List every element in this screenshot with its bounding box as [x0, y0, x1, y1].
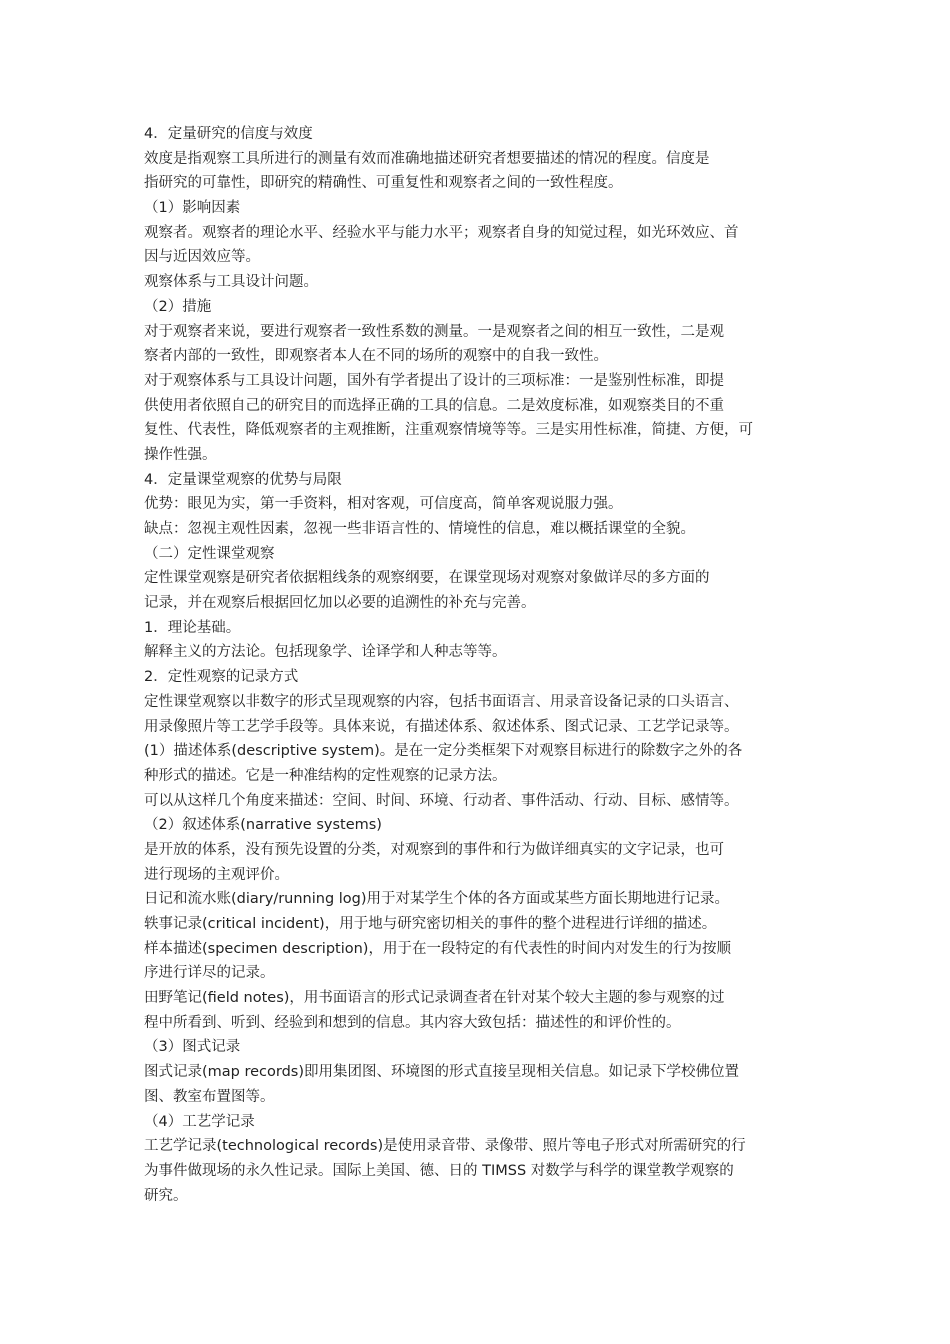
- text-line: 优势：眼见为实，第一手资料，相对客观，可信度高，简单客观说服力强。: [144, 496, 623, 513]
- text-line: 图、教室布置图等。: [144, 1088, 275, 1105]
- text-line: 图式记录(map records)即用集团图、环境图的形式直接呈现相关信息。如记录下学校佛位置: [144, 1064, 740, 1081]
- document-body: [144, 122, 824, 1208]
- text-line: 研究。: [144, 1187, 188, 1204]
- text-line: 进行现场的主观评价。: [144, 866, 289, 883]
- text-line: （1）影响因素: [144, 200, 241, 217]
- text-line: 指研究的可靠性，即研究的精确性、可重复性和观察者之间的一致性程度。: [144, 175, 623, 192]
- text-line: 田野笔记(field notes)，用书面语言的形式记录调查者在针对某个较大主题的参与观察的过: [144, 990, 725, 1007]
- text-line: 解释主义的方法论。包括现象学、诠译学和人种志等等。: [144, 644, 507, 661]
- text-line: （4）工艺学记录: [144, 1113, 255, 1130]
- text-line: 定性课堂观察是研究者依据粗线条的观察纲要，在课堂现场对观察对象做详尽的多方面的: [144, 570, 710, 587]
- text-line: （2）措施: [144, 298, 212, 315]
- text-line: 复性、代表性，降低观察者的主观推断，注重观察情境等等。三是实用性标准，简捷、方便，可: [144, 422, 753, 439]
- text-line: 2．定性观察的记录方式: [144, 669, 299, 686]
- text-line: 4．定量课堂观察的优势与局限: [144, 471, 342, 488]
- text-line: 为事件做现场的永久性记录。国际上美国、德、日的 TIMSS 对数学与科学的课堂教学观察的: [144, 1162, 734, 1179]
- text-line: 样本描述(specimen description)，用于在一段特定的有代表性的时间内对发生的行为按顺: [144, 940, 731, 957]
- text-line: 程中所看到、听到、经验到和想到的信息。其内容大致包括：描述性的和评价性的。: [144, 1014, 681, 1031]
- text-line: 供使用者依照自己的研究目的而选择正确的工具的信息。二是效度标准，如观察类目的不重: [144, 397, 724, 414]
- text-line: 因与近因效应等。: [144, 249, 260, 266]
- text-line: 是开放的体系，没有预先设置的分类，对观察到的事件和行为做详细真实的文字记录，也可: [144, 841, 724, 858]
- text-line: 用录像照片等工艺学手段等。具体来说，有描述体系、叙述体系、图式记录、工艺学记录等。: [144, 718, 739, 735]
- text-line: 1．理论基础。: [144, 619, 241, 636]
- text-line: 操作性强。: [144, 446, 217, 463]
- text-line: 种形式的描述。它是一种准结构的定性观察的记录方法。: [144, 767, 507, 784]
- text-line: 轶事记录(critical incident)，用于地与研究密切相关的事件的整个进程进行详细的描述。: [144, 916, 717, 932]
- text-line: 4．定量研究的信度与效度: [144, 126, 313, 142]
- text-line: 效度是指观察工具所进行的测量有效而准确地描述研究者想要描述的情况的程度。信度是: [144, 150, 710, 167]
- text-line: 察者内部的一致性，即观察者本人在不同的场所的观察中的自我一致性。: [144, 348, 608, 365]
- text-line: 日记和流水账(diary/running log)用于对某学生个体的各方面或某些方面长期地进行记录。: [144, 891, 730, 908]
- text-line: 对于观察者来说，要进行观察者一致性系数的测量。一是观察者之间的相互一致性，二是观: [144, 323, 724, 340]
- text-line: (1）描述体系(descriptive system)。是在一定分类框架下对观察目标进行的除数字之外的各: [144, 743, 743, 760]
- text-line: 工艺学记录(technological records)是使用录音带、录像带、照片等电子形式对所需研究的行: [144, 1138, 746, 1155]
- text-line: （2）叙述体系(narrative systems): [144, 817, 382, 834]
- text-line: （3）图式记录: [144, 1039, 241, 1056]
- text-line: 观察者。观察者的理论水平、经验水平与能力水平；观察者自身的知觉过程，如光环效应、首: [144, 224, 739, 241]
- text-line: 记录，并在观察后根据回忆加以必要的追溯性的补充与完善。: [144, 595, 536, 612]
- text-line: （二）定性课堂观察: [144, 545, 275, 562]
- text-line: 定性课堂观察以非数字的形式呈现观察的内容，包括书面语言、用录音设备记录的口头语言、: [144, 693, 739, 710]
- text-line: 缺点：忽视主观性因素，忽视一些非语言性的、情境性的信息，难以概括课堂的全貌。: [144, 521, 695, 537]
- text-line: 对于观察体系与工具设计问题，国外有学者提出了设计的三项标准：一是鉴别性标准，即提: [144, 372, 724, 389]
- text-line: 观察体系与工具设计问题。: [144, 274, 318, 291]
- text-line: 序进行详尽的记录。: [144, 965, 275, 982]
- text-line: 可以从这样几个角度来描述：空间、时间、环境、行动者、事件活动、行动、目标、感情等。: [144, 792, 739, 809]
